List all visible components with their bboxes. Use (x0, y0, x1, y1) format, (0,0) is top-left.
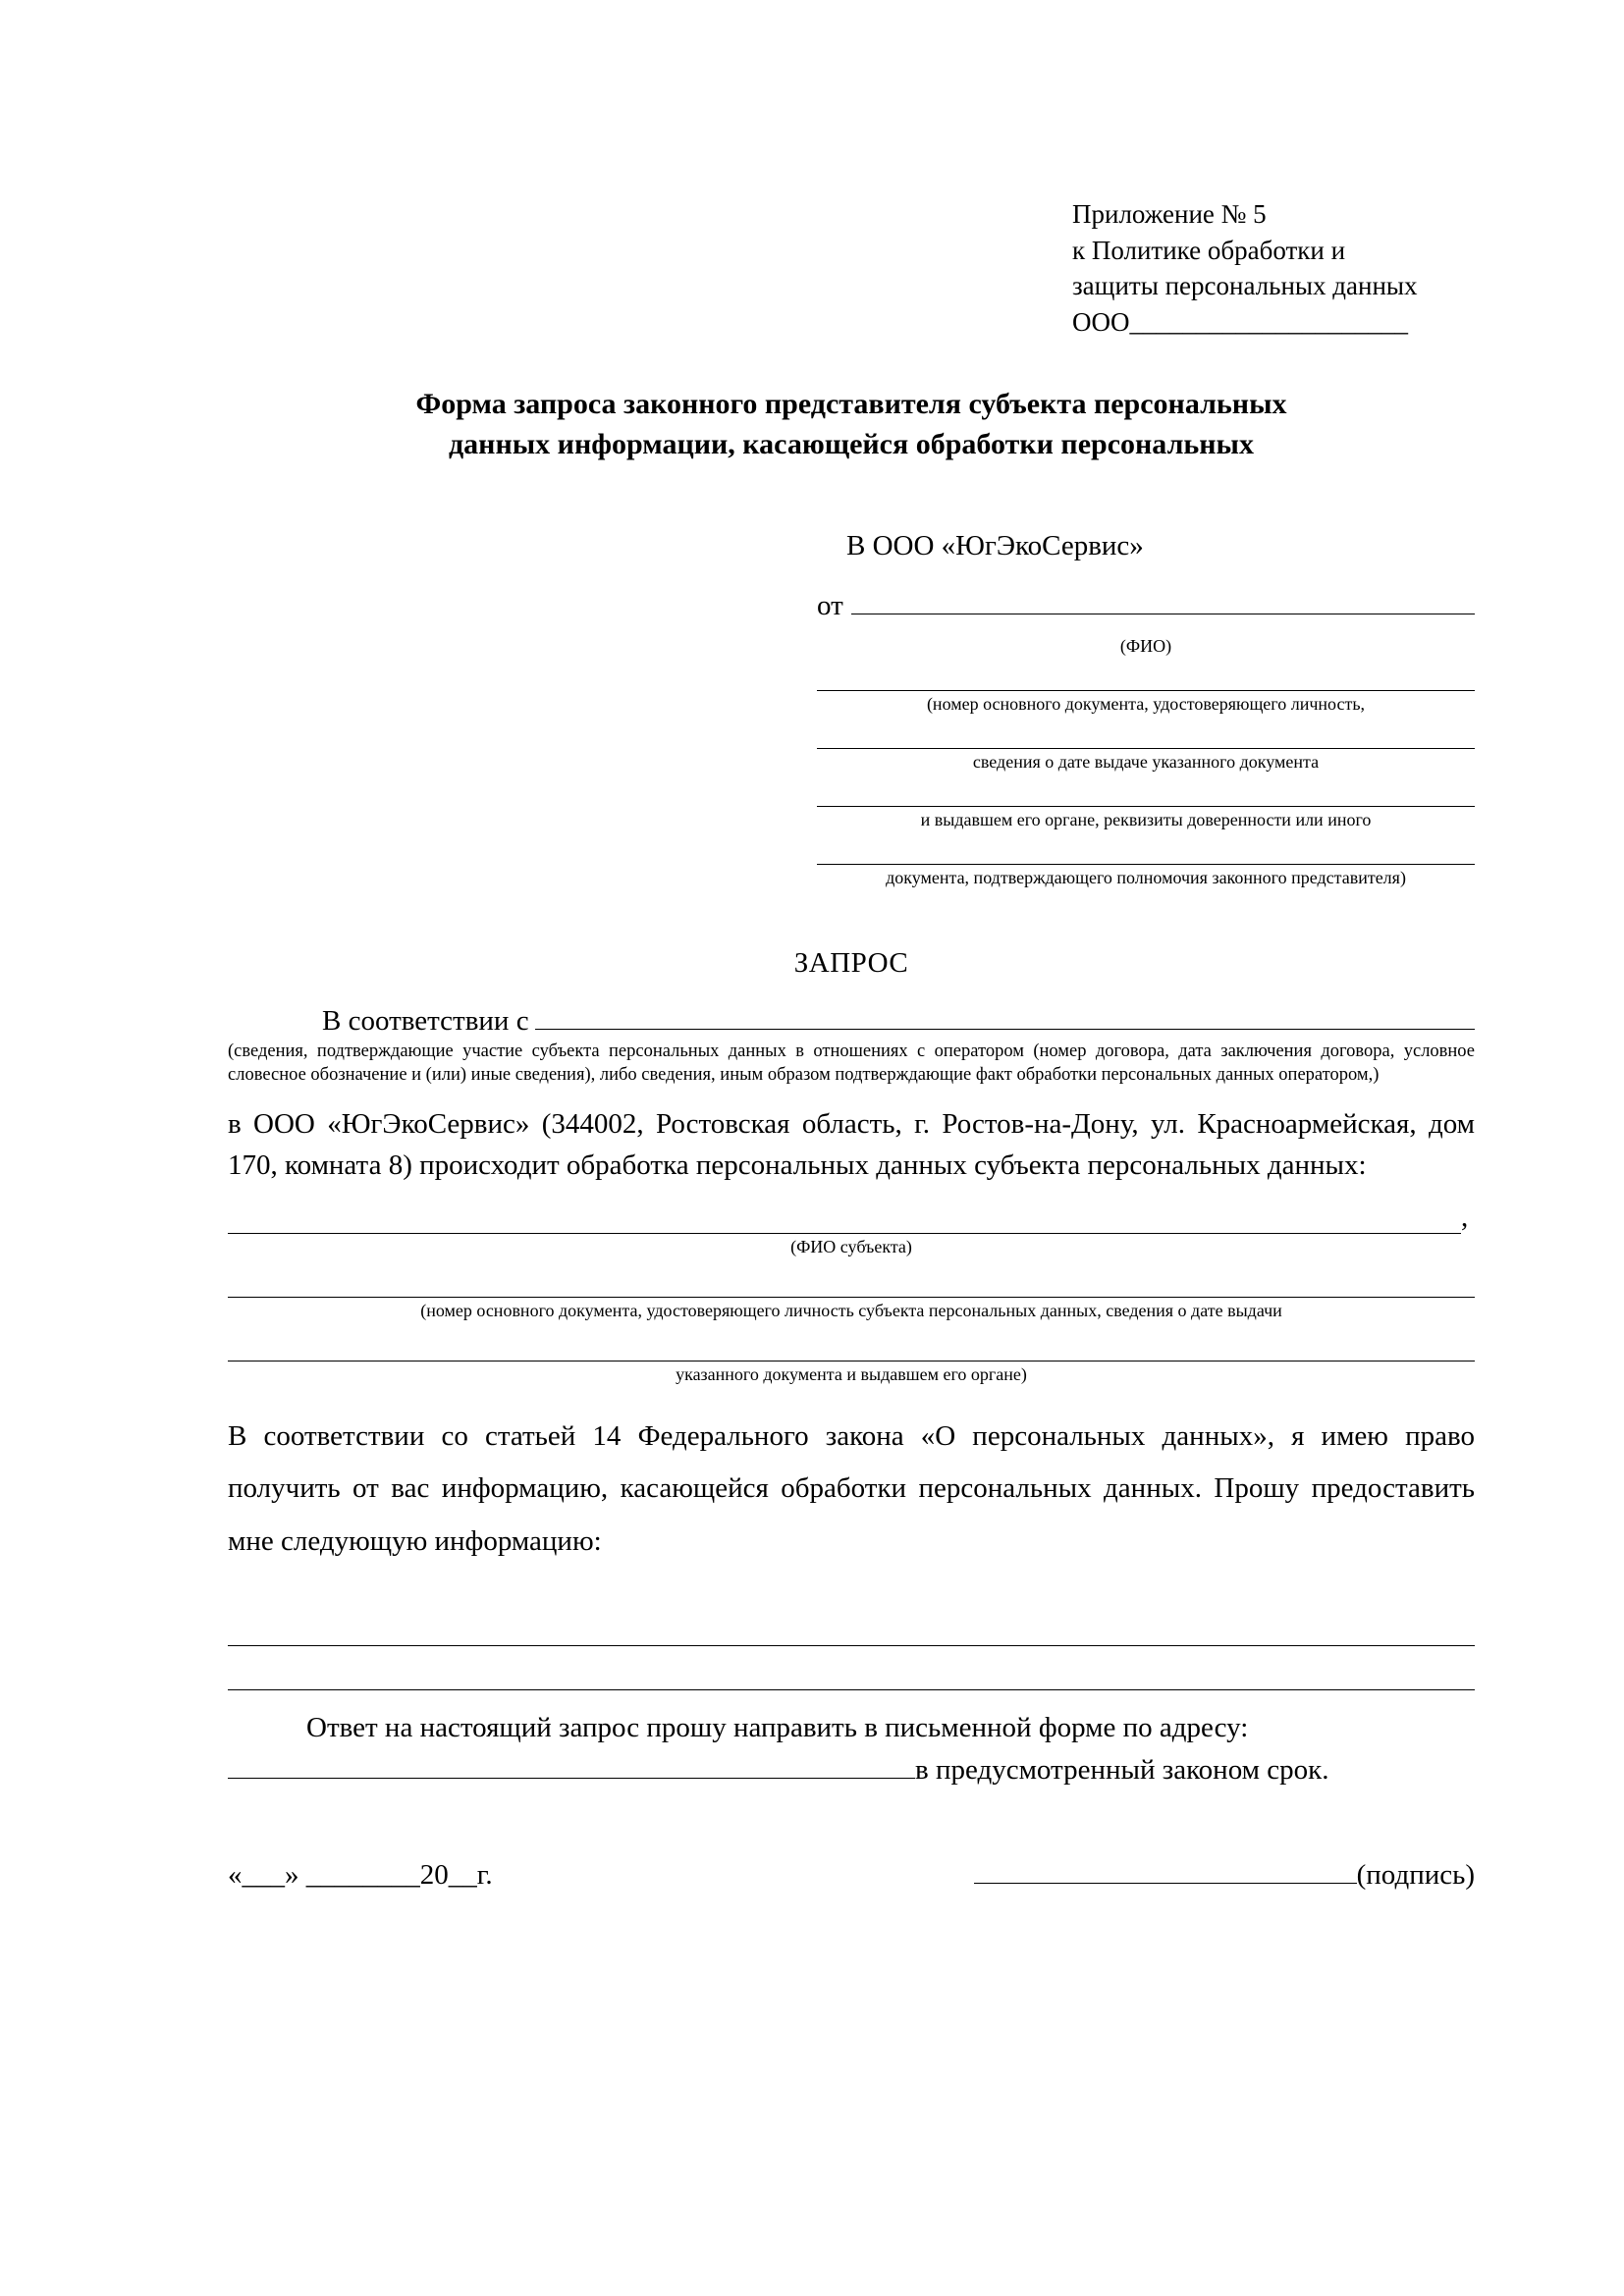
page-title-line2: данных информации, касающейся обработки персональных (449, 428, 1254, 461)
accordance-note: (сведения, подтверждающие участие субъекта персональных данных в отношениях с оператором (номер договора, дата заключения договора, условное словесное обозначение и (или) иные сведения), либо сведения, иным образом подтверждающие факт обработки персональных данных оператором,) (228, 1041, 1475, 1086)
page-title-line1: Форма запроса законного представителя субъекта персональных (415, 387, 1287, 420)
answer-address-input[interactable] (228, 1752, 915, 1779)
signature-row (228, 1859, 1475, 1892)
appendix-policy-line1: к Политике обработки и (1072, 235, 1346, 265)
subject-fio-caption: (ФИО субъекта) (790, 1236, 912, 1256)
subject-fio-input[interactable] (228, 1209, 1461, 1234)
page-title (228, 384, 1475, 465)
signature-caption: (подпись) (1356, 1858, 1475, 1891)
doc-authority-field (817, 842, 1475, 888)
doc-authority-caption: документа, подтверждающего полномочия законного представителя) (886, 867, 1406, 887)
accordance-row (228, 1005, 1475, 1038)
doc-number-caption: (номер основного документа, удостоверяющего личность, (926, 693, 1366, 714)
appendix-policy-line2: защиты персональных данных (1072, 271, 1418, 301)
doc-number-field (817, 668, 1475, 715)
doc-issuer-field (817, 784, 1475, 830)
answer-address-row (228, 1752, 1475, 1787)
from-label: от (817, 589, 843, 621)
doc-date-field (817, 726, 1475, 773)
document-content (228, 196, 1475, 1892)
subject-doc-input[interactable] (228, 1273, 1475, 1298)
signature-date[interactable]: «___» ________20__г. (228, 1858, 493, 1891)
organization-paragraph: в ООО «ЮгЭкоСервис» (344002, Ростовская область, г. Ростов-на-Дону, ул. Красноармейская, дом 170, комната 8) происходит обработка персональных данных субъекта персональных данных: (228, 1108, 1475, 1181)
free-text-line-1[interactable] (228, 1602, 1475, 1646)
appendix-number: Приложение № 5 (1072, 199, 1267, 229)
from-fio-input[interactable] (851, 588, 1475, 614)
fio-caption: (ФИО) (1119, 635, 1172, 656)
subject-doc-field (228, 1273, 1475, 1321)
doc-number-input[interactable] (817, 668, 1475, 691)
answer-paragraph: Ответ на настоящий запрос прошу направить в письменной форме по адресу: (306, 1711, 1249, 1743)
subject-doc-input-2[interactable] (228, 1337, 1475, 1362)
addressee-organization: В ООО «ЮгЭкоСервис» (846, 529, 1144, 561)
doc-date-input[interactable] (817, 726, 1475, 749)
from-field-row (817, 588, 1475, 622)
law-paragraph: В соответствии со статьей 14 Федерального закона «О персональных данных», я имею право получить от вас информацию, касающейся обработки персональных данных. Прошу предоставить мне следующую информацию: (228, 1419, 1475, 1558)
accordance-input[interactable] (535, 1005, 1475, 1030)
request-heading: ЗАПРОС (793, 946, 909, 979)
subject-fio-field: , (ФИО субъекта) (228, 1201, 1475, 1257)
subject-doc-caption: (номер основного документа, удостоверяющего личность субъекта персональных данных, сведения о дате выдачи (420, 1300, 1282, 1320)
doc-issuer-input[interactable] (817, 784, 1475, 807)
subject-doc-field-2 (228, 1337, 1475, 1385)
signature-input[interactable] (974, 1859, 1357, 1884)
answer-tail: в предусмотренный законом срок. (915, 1753, 1329, 1786)
doc-date-caption: сведения о дате выдаче указанного документа (972, 751, 1320, 772)
appendix-header (1072, 196, 1475, 341)
addressee-block (228, 530, 1475, 888)
doc-authority-input[interactable] (817, 842, 1475, 865)
subject-doc-caption-2: указанного документа и выдавшем его органе) (676, 1363, 1027, 1384)
appendix-company-blank: ООО_____________________ (1072, 307, 1408, 338)
fio-caption-wrap (817, 636, 1475, 657)
free-text-line-2[interactable] (228, 1646, 1475, 1690)
doc-issuer-caption: и выдавшем его органе, реквизиты доверенности или иного (920, 809, 1372, 829)
accordance-label: В соответствии с (322, 1004, 529, 1037)
free-text-area (228, 1602, 1475, 1690)
